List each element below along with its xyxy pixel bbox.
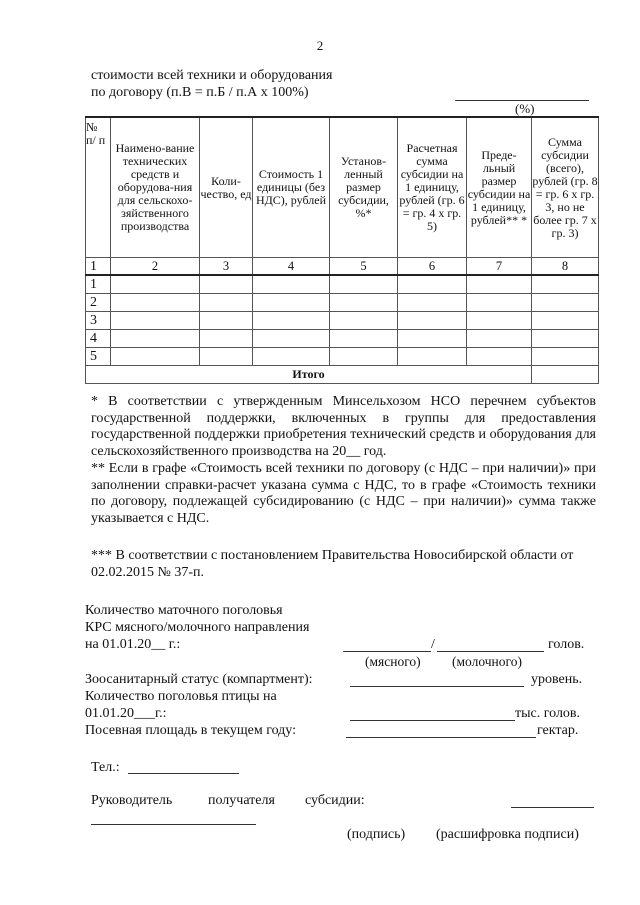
cell-equipment-name[interactable] [111,294,200,312]
header-total-subsidy: Сумма субсидии (всего), рублей (гр. 8 = гр. 6 х гр. 3, но не более гр. 7 х гр. 3) [532,117,599,258]
column-number: 2 [111,258,200,276]
signature-decode-field[interactable] [91,824,256,825]
table-row [86,312,599,330]
head-label-word-3: субсидии: [305,793,365,808]
signature-field[interactable] [511,807,594,808]
total-row [86,366,599,384]
zoo-status-field[interactable] [350,686,524,687]
column-number: 1 [86,258,111,276]
header-equipment-name: Наимено-вание технических средств и оборудова-ния для сельскохо-зяйственного производства [111,117,200,258]
zoo-status-unit: уровень. [531,672,583,687]
column-number: 7 [467,258,532,276]
cell-calc-subsidy[interactable] [398,294,467,312]
column-number: 3 [200,258,253,276]
cell-max-subsidy[interactable] [467,312,532,330]
intro-line-1: стоимости всей техники и оборудования [91,68,333,83]
cattle-meat-field[interactable] [343,651,431,652]
cell-quantity[interactable] [200,275,253,294]
cattle-separator: / [431,637,435,652]
cell-total-subsidy[interactable] [532,348,599,366]
cell-subsidy-rate[interactable] [330,330,398,348]
cell-max-subsidy[interactable] [467,294,532,312]
phone-field[interactable] [128,773,239,774]
cattle-milk-caption: (молочного) [452,654,522,669]
cell-calc-subsidy[interactable] [398,330,467,348]
cell-subsidy-rate[interactable] [330,348,398,366]
cell-max-subsidy[interactable] [467,330,532,348]
cell-unit-cost[interactable] [253,294,330,312]
subsidy-table [85,116,599,384]
cell-unit-cost[interactable] [253,312,330,330]
table-row [86,294,599,312]
table-row [86,330,599,348]
cattle-milk-field[interactable] [437,651,544,652]
cell-subsidy-rate[interactable] [330,294,398,312]
column-number: 5 [330,258,398,276]
header-row-number: № п/ п [86,117,111,258]
percent-unit-label: (%) [515,101,535,116]
signature-caption: (подпись) [347,827,406,842]
cell-subsidy-rate[interactable] [330,275,398,294]
poultry-field[interactable] [350,720,515,721]
head-label-word-1: Руководитель [91,793,173,808]
cell-calc-subsidy[interactable] [398,312,467,330]
cell-equipment-name[interactable] [111,348,200,366]
signature-decode-caption: (расшифровка подписи) [436,827,579,842]
cattle-label-2: КРС мясного/молочного направления [85,620,310,635]
column-number: 4 [253,258,330,276]
column-number-row [86,258,599,276]
cell-quantity[interactable] [200,348,253,366]
table-header-row [86,117,599,258]
cell-total-subsidy[interactable] [532,275,599,294]
cattle-meat-caption: (мясного) [365,654,421,669]
cell-quantity[interactable] [200,294,253,312]
column-number: 8 [532,258,599,276]
cell-unit-cost[interactable] [253,330,330,348]
table-row [86,275,599,294]
column-number: 6 [398,258,467,276]
cell-subsidy-rate[interactable] [330,312,398,330]
footnote-1: * В соответствии с утвержденным Минсельхозом НСО перечнем субъектов государственной поддержки, включенных в группы для предоставления государственной поддержки приобретения технический средств и оборудования для сельскохозяйственного производства на 20__ год. [91,394,596,459]
row-number: 1 [86,275,111,294]
phone-label: Тел.: [91,760,120,775]
cattle-label-3: на 01.01.20__ г.: [85,637,181,652]
sown-area-unit: гектар. [537,723,579,738]
poultry-label-1: Количество поголовья птицы на [85,689,277,704]
cattle-label-1: Количество маточного поголовья [85,603,283,618]
sown-area-field[interactable] [346,737,536,738]
row-number: 2 [86,294,111,312]
header-quantity: Коли-чество, ед [200,117,253,258]
table-row [86,348,599,366]
header-max-subsidy: Преде-льный размер субсидии на 1 единицу, рублей** * [467,117,532,258]
row-number: 3 [86,312,111,330]
cell-quantity[interactable] [200,330,253,348]
cell-equipment-name[interactable] [111,275,200,294]
footnote-2: ** Если в графе «Стоимость всей техники по договору (с НДС – при наличии)» при заполнении справки-расчет указана сумма с НДС, то в графе «Стоимость техники по договору, подлежащей субсидированию (с НДС – при наличии)» сумма также указывается с НДС. [91,461,596,526]
header-calc-subsidy: Расчетная сумма субсидии на 1 единицу, рублей (гр. 6 = гр. 4 х гр. 5) [398,117,467,258]
cell-total-subsidy[interactable] [532,312,599,330]
total-value[interactable] [532,366,599,384]
total-label: Итого [86,366,532,384]
cell-unit-cost[interactable] [253,348,330,366]
cattle-unit: голов. [548,637,585,652]
cell-max-subsidy[interactable] [467,275,532,294]
footnote-3: *** В соответствии с постановлением Правительства Новосибирской области от 02.02.2015 № 37-п. [91,548,574,580]
cell-max-subsidy[interactable] [467,348,532,366]
header-subsidy-rate: Установ-ленный размер субсидии, %* [330,117,398,258]
row-number: 5 [86,348,111,366]
zoo-status-label: Зоосанитарный статус (компартмент): [85,672,313,687]
cell-calc-subsidy[interactable] [398,275,467,294]
page-number: 2 [316,38,324,53]
poultry-label-2: 01.01.20___г.: [85,706,167,721]
cell-quantity[interactable] [200,312,253,330]
cell-equipment-name[interactable] [111,312,200,330]
cell-total-subsidy[interactable] [532,294,599,312]
cell-equipment-name[interactable] [111,330,200,348]
sown-area-label: Посевная площадь в текущем году: [85,723,297,738]
cell-calc-subsidy[interactable] [398,348,467,366]
cell-total-subsidy[interactable] [532,330,599,348]
poultry-unit: тыс. голов. [515,706,581,721]
head-label-word-2: получателя [208,793,275,808]
intro-line-2: по договору (п.В = п.Б / п.А х 100%) [91,85,309,100]
header-unit-cost: Стоимость 1 единицы (без НДС), рублей [253,117,330,258]
row-number: 4 [86,330,111,348]
cell-unit-cost[interactable] [253,275,330,294]
